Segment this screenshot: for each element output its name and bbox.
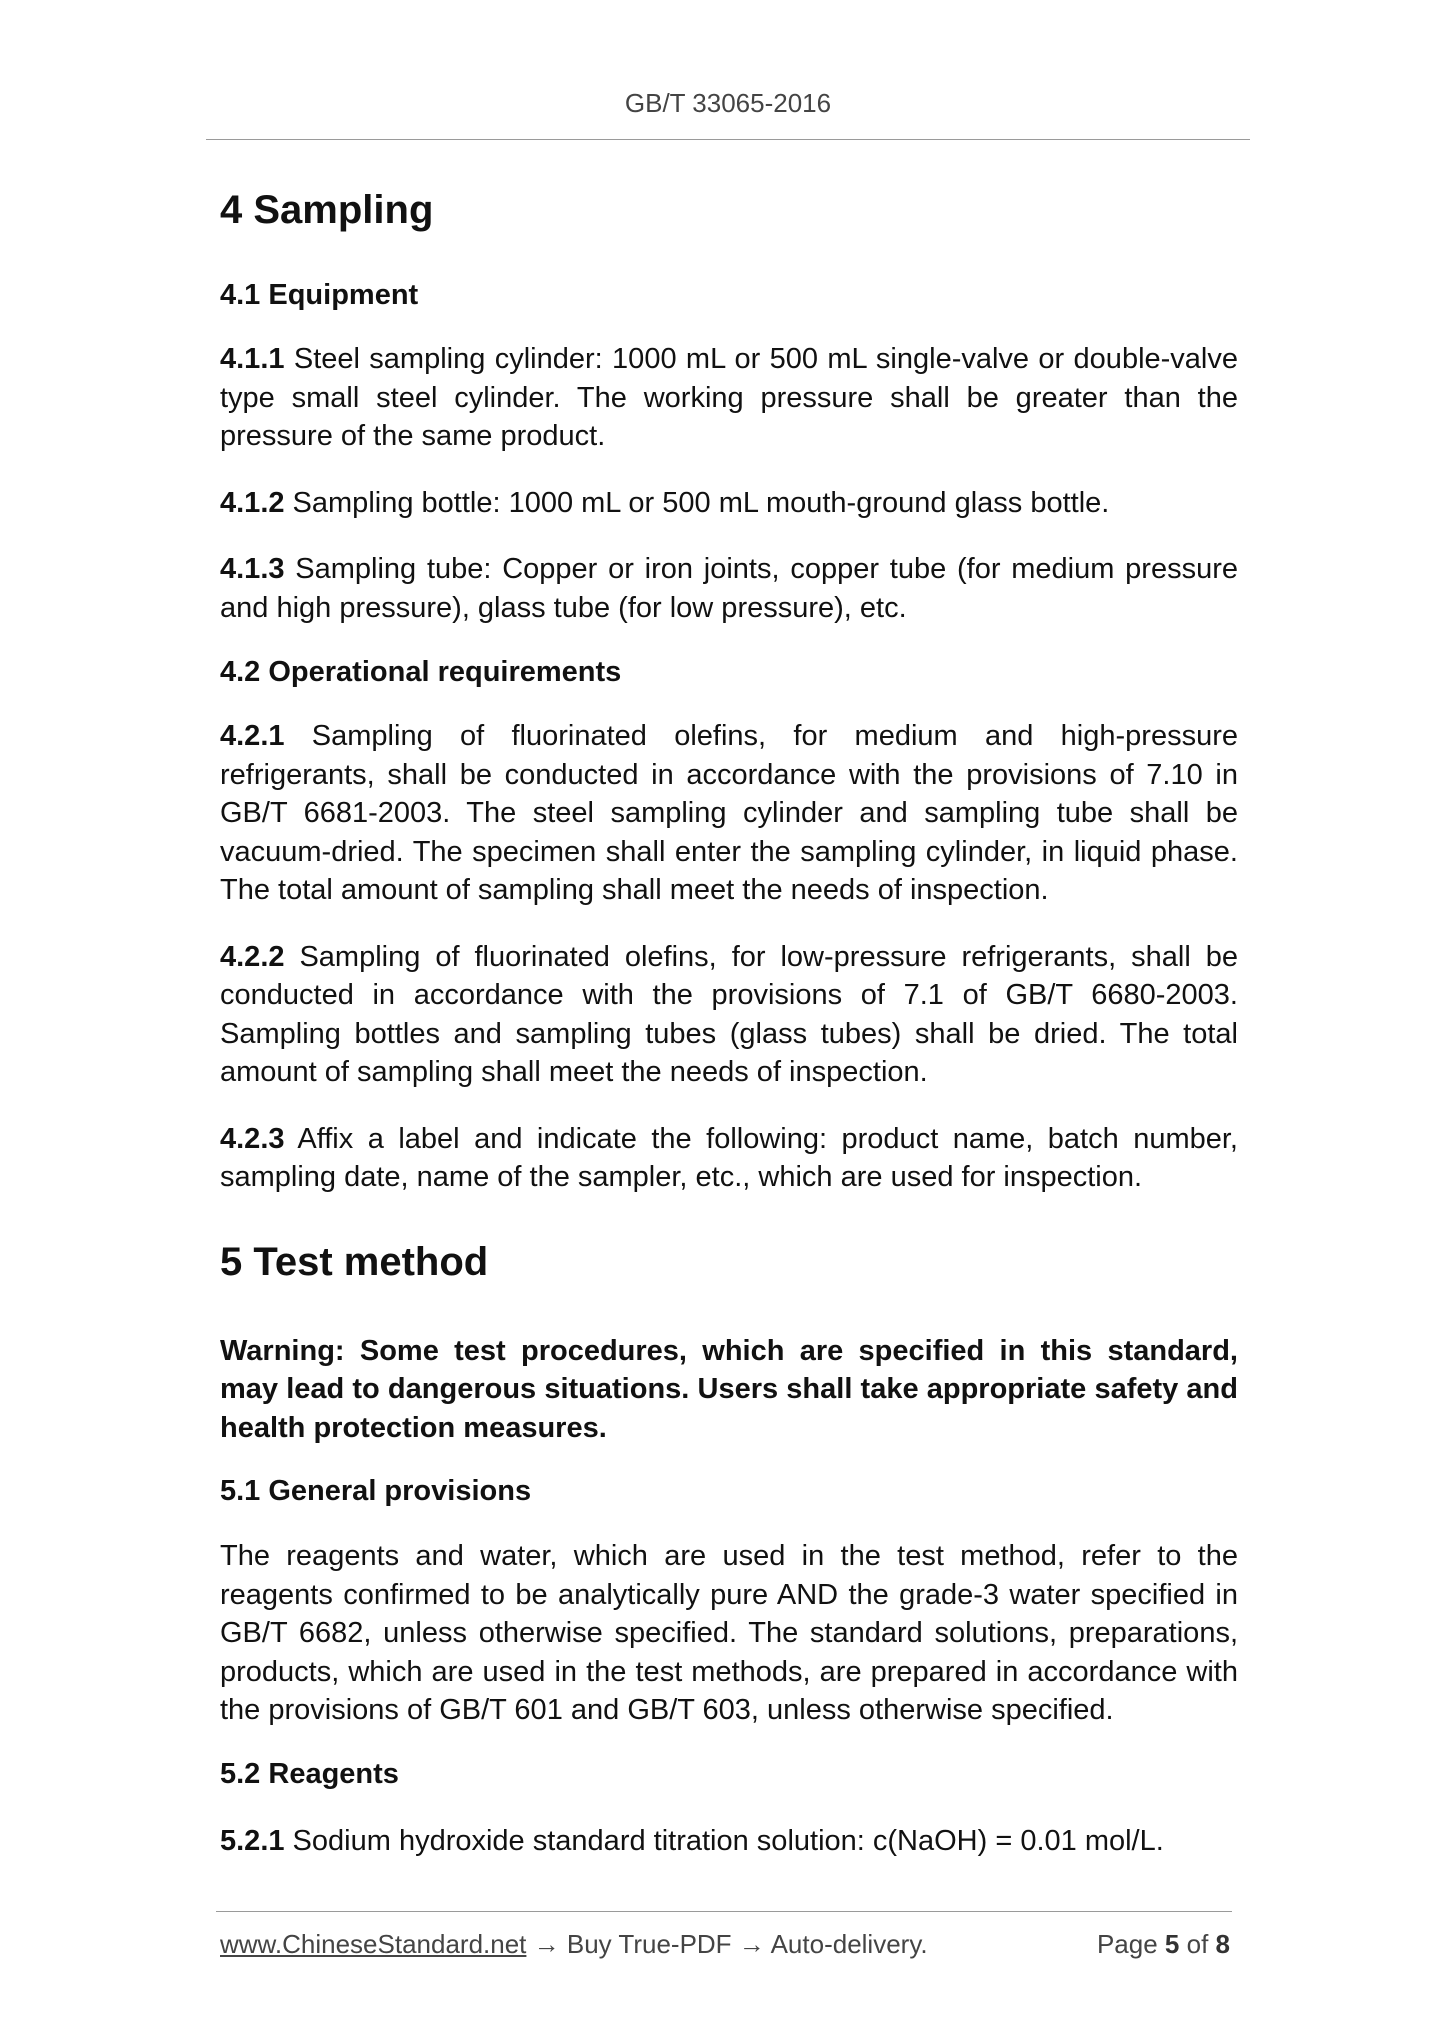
arrow-icon: → <box>526 1929 567 1959</box>
page-header <box>206 88 1250 119</box>
warning-note: Warning: Some test procedures, which are specified in this standard, may lead to dangerous situations. Users shall take appropriate safety and health protection measures. <box>220 1334 1238 1444</box>
section-5-title: 5 Test method <box>220 1239 489 1284</box>
paragraph-4-1-1 <box>220 340 1238 456</box>
page-total: 8 <box>1215 1929 1230 1959</box>
clause-text: Sodium hydroxide standard titration solution: c(NaOH) = 0.01 mol/L. <box>284 1824 1164 1857</box>
clause-number: 4.2.3 <box>220 1122 285 1155</box>
clause-text: Sampling tube: Copper or iron joints, copper tube (for medium pressure and high pressure), glass tube (for low pressure), etc. <box>220 553 1238 624</box>
footer-divider <box>216 1911 1232 1912</box>
clause-number: 4.2.1 <box>220 720 285 752</box>
document-id: GB/T 33065-2016 <box>624 88 832 118</box>
paragraph-4-1-2 <box>220 484 1238 523</box>
section-4-2-title: 4.2 Operational requirements <box>220 656 622 688</box>
page-number: 5 <box>1164 1929 1180 1959</box>
clause-text: Steel sampling cylinder: 1000 mL or 500 mL single-valve or double-valve type small steel cylinder. The working pressure shall be greater than the pressure of the same product. <box>220 343 1238 452</box>
clause-number: 4.2.2 <box>220 940 285 973</box>
footer-promo <box>220 1929 928 1960</box>
section-4-1-title: 4.1 Equipment <box>220 279 419 311</box>
page-indicator <box>1097 1929 1230 1960</box>
clause-text: Affix a label and indicate the following: product name, batch number, sampling date, name of the sampler, etc., which are used for inspection. <box>220 1122 1238 1193</box>
clause-number: 4.1.1 <box>220 343 285 375</box>
paragraph-5-2-1 <box>220 1822 1238 1861</box>
buy-true-pdf-text: Buy True-PDF <box>566 1929 732 1959</box>
clause-text: Sampling of fluorinated olefins, for low-pressure refrigerants, shall be conducted in accordance with the provisions of 7.1 of GB/T 6680-2003. Sampling bottles and sampling tubes (glass tubes) shall be dried. The total amount of sampling shall meet the needs of inspection. <box>220 940 1238 1088</box>
paragraph-4-2-3 <box>220 1120 1238 1197</box>
clause-text: Sampling of fluorinated olefins, for medium and high-pressure refrigerants, shall be conducted in accordance with the provisions of 7.10 in GB/T 6681-2003. The steel sampling cylinder and sampling tube shall be vacuum-dried. The specimen shall enter the sampling cylinder, in liquid phase. The total amount of sampling shall meet the needs of inspection. <box>220 720 1238 906</box>
clause-number: 4.1.2 <box>220 486 285 519</box>
paragraph-4-2-2 <box>220 938 1238 1092</box>
page-label: Page <box>1096 1929 1165 1959</box>
document-body <box>220 180 1238 1860</box>
paragraph-4-1-3 <box>220 550 1238 627</box>
section-5-1-title: 5.1 General provisions <box>220 1475 532 1507</box>
paragraph-4-2-1 <box>220 717 1238 910</box>
auto-delivery-text: Auto-delivery. <box>770 1929 928 1959</box>
clause-number: 4.1.3 <box>220 553 285 585</box>
of-label: of <box>1179 1929 1216 1959</box>
header-divider <box>206 139 1250 140</box>
chinesestandard-link[interactable]: www.ChineseStandard.net <box>220 1929 527 1959</box>
paragraph-5-1: The reagents and water, which are used in the test method, refer to the reagents confirmed to be analytically pure AND the grade-3 water specified in GB/T 6682, unless otherwise specified. The standard solutions, preparations, products, which are used in the test methods, are prepared in accordance with the provisions of GB/T 601 and GB/T 603, unless otherwise specified. <box>220 1540 1238 1726</box>
clause-text: Sampling bottle: 1000 mL or 500 mL mouth-ground glass bottle. <box>284 486 1110 519</box>
section-5-2-title: 5.2 Reagents <box>220 1757 399 1790</box>
arrow-icon: → <box>731 1929 771 1959</box>
clause-number: 5.2.1 <box>220 1824 285 1857</box>
page-footer <box>220 1929 1232 1960</box>
section-4-title: 4 Sampling <box>220 188 434 232</box>
